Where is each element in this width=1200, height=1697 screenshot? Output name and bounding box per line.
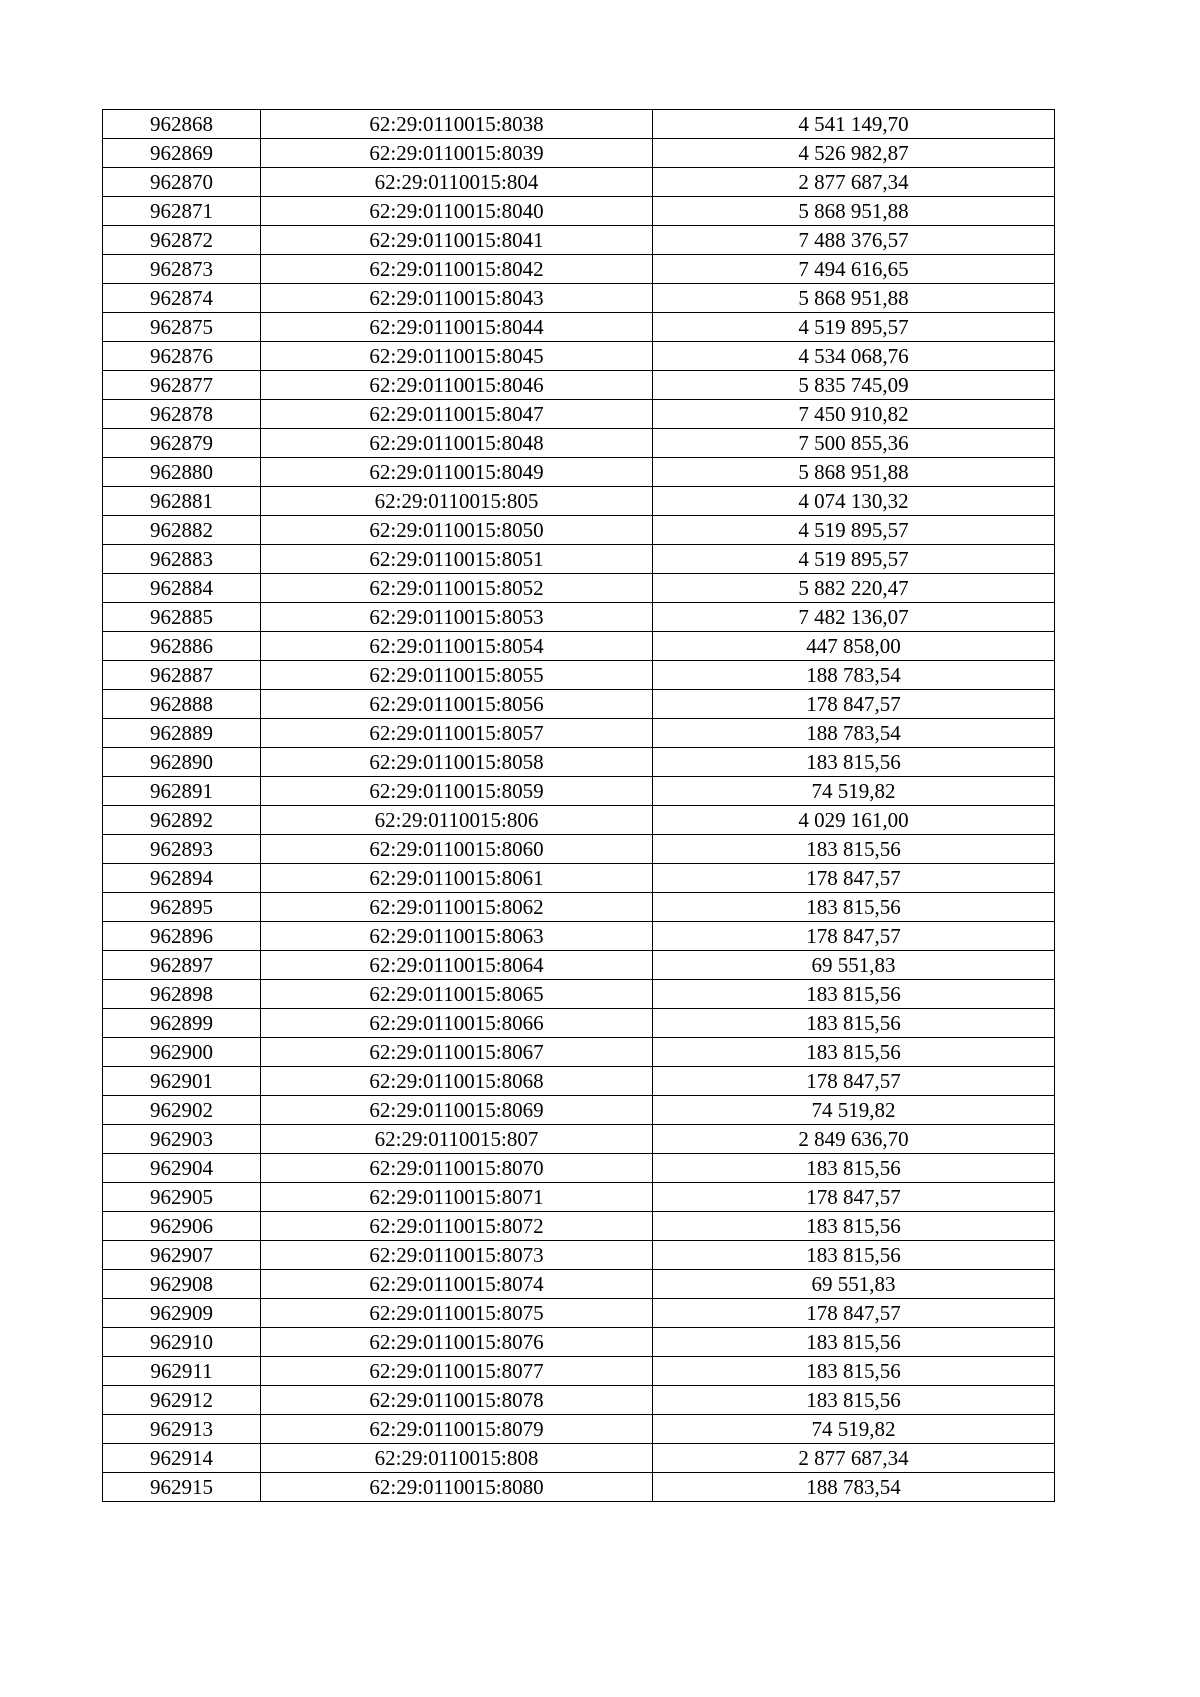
cadastral-number-cell: 62:29:0110015:8076 [261, 1328, 653, 1357]
cadastral-number-cell: 62:29:0110015:8067 [261, 1038, 653, 1067]
table-row [103, 284, 1055, 313]
cadastral-number-cell: 62:29:0110015:8055 [261, 661, 653, 690]
cadastral-number-cell: 62:29:0110015:8074 [261, 1270, 653, 1299]
cadastral-number-cell: 62:29:0110015:8049 [261, 458, 653, 487]
cadastral-value-cell: 178 847,57 [653, 864, 1055, 893]
table-row [103, 1299, 1055, 1328]
row-number-cell: 962897 [103, 951, 261, 980]
cadastral-value-cell: 178 847,57 [653, 1299, 1055, 1328]
cadastral-value-cell: 183 815,56 [653, 1009, 1055, 1038]
row-number-cell: 962888 [103, 690, 261, 719]
row-number-cell: 962911 [103, 1357, 261, 1386]
row-number-cell: 962877 [103, 371, 261, 400]
row-number-cell: 962894 [103, 864, 261, 893]
cadastral-value-cell: 183 815,56 [653, 1241, 1055, 1270]
table-row [103, 893, 1055, 922]
cadastral-value-cell: 4 519 895,57 [653, 516, 1055, 545]
row-number-cell: 962868 [103, 110, 261, 139]
table-row [103, 487, 1055, 516]
row-number-cell: 962907 [103, 1241, 261, 1270]
cadastral-number-cell: 62:29:0110015:808 [261, 1444, 653, 1473]
cadastral-value-cell: 7 488 376,57 [653, 226, 1055, 255]
cadastral-number-cell: 62:29:0110015:8039 [261, 139, 653, 168]
cadastral-value-cell: 5 835 745,09 [653, 371, 1055, 400]
cadastral-number-cell: 62:29:0110015:8077 [261, 1357, 653, 1386]
cadastral-value-cell: 69 551,83 [653, 951, 1055, 980]
cadastral-value-cell: 188 783,54 [653, 719, 1055, 748]
row-number-cell: 962904 [103, 1154, 261, 1183]
table-row [103, 1270, 1055, 1299]
table-row [103, 603, 1055, 632]
cadastral-value-table [102, 109, 1055, 1502]
cadastral-value-cell: 178 847,57 [653, 1067, 1055, 1096]
table-row [103, 1241, 1055, 1270]
cadastral-number-cell: 62:29:0110015:8073 [261, 1241, 653, 1270]
cadastral-number-cell: 62:29:0110015:8054 [261, 632, 653, 661]
row-number-cell: 962883 [103, 545, 261, 574]
cadastral-number-cell: 62:29:0110015:8044 [261, 313, 653, 342]
cadastral-number-cell: 62:29:0110015:8045 [261, 342, 653, 371]
cadastral-value-cell: 188 783,54 [653, 1473, 1055, 1502]
table-row [103, 168, 1055, 197]
cadastral-number-cell: 62:29:0110015:8064 [261, 951, 653, 980]
cadastral-value-cell: 74 519,82 [653, 1415, 1055, 1444]
cadastral-value-cell: 178 847,57 [653, 1183, 1055, 1212]
row-number-cell: 962913 [103, 1415, 261, 1444]
cadastral-value-cell: 4 541 149,70 [653, 110, 1055, 139]
cadastral-number-cell: 62:29:0110015:8043 [261, 284, 653, 313]
row-number-cell: 962876 [103, 342, 261, 371]
cadastral-number-cell: 62:29:0110015:806 [261, 806, 653, 835]
row-number-cell: 962899 [103, 1009, 261, 1038]
row-number-cell: 962906 [103, 1212, 261, 1241]
cadastral-number-cell: 62:29:0110015:8058 [261, 748, 653, 777]
cadastral-value-cell: 2 877 687,34 [653, 1444, 1055, 1473]
cadastral-value-cell: 7 482 136,07 [653, 603, 1055, 632]
table-row [103, 1125, 1055, 1154]
row-number-cell: 962890 [103, 748, 261, 777]
cadastral-number-cell: 62:29:0110015:8080 [261, 1473, 653, 1502]
row-number-cell: 962895 [103, 893, 261, 922]
row-number-cell: 962901 [103, 1067, 261, 1096]
table-row [103, 110, 1055, 139]
row-number-cell: 962886 [103, 632, 261, 661]
cadastral-value-cell: 183 815,56 [653, 1154, 1055, 1183]
table-row [103, 1067, 1055, 1096]
cadastral-value-cell: 4 074 130,32 [653, 487, 1055, 516]
row-number-cell: 962915 [103, 1473, 261, 1502]
row-number-cell: 962891 [103, 777, 261, 806]
table-row [103, 980, 1055, 1009]
cadastral-number-cell: 62:29:0110015:8078 [261, 1386, 653, 1415]
cadastral-value-cell: 183 815,56 [653, 980, 1055, 1009]
table-body [103, 110, 1055, 1502]
table-row [103, 1183, 1055, 1212]
cadastral-number-cell: 62:29:0110015:8061 [261, 864, 653, 893]
table-row [103, 1328, 1055, 1357]
cadastral-value-cell: 4 526 982,87 [653, 139, 1055, 168]
cadastral-number-cell: 62:29:0110015:8066 [261, 1009, 653, 1038]
cadastral-value-cell: 178 847,57 [653, 922, 1055, 951]
cadastral-value-cell: 178 847,57 [653, 690, 1055, 719]
cadastral-value-cell: 183 815,56 [653, 1386, 1055, 1415]
cadastral-value-cell: 5 868 951,88 [653, 284, 1055, 313]
cadastral-value-cell: 74 519,82 [653, 1096, 1055, 1125]
row-number-cell: 962900 [103, 1038, 261, 1067]
table-row [103, 1096, 1055, 1125]
table-row [103, 806, 1055, 835]
cadastral-value-cell: 7 500 855,36 [653, 429, 1055, 458]
row-number-cell: 962912 [103, 1386, 261, 1415]
row-number-cell: 962914 [103, 1444, 261, 1473]
table-row [103, 1212, 1055, 1241]
cadastral-number-cell: 62:29:0110015:8069 [261, 1096, 653, 1125]
cadastral-value-cell: 4 519 895,57 [653, 545, 1055, 574]
cadastral-value-cell: 183 815,56 [653, 1328, 1055, 1357]
cadastral-value-cell: 74 519,82 [653, 777, 1055, 806]
table-row [103, 1444, 1055, 1473]
row-number-cell: 962885 [103, 603, 261, 632]
cadastral-number-cell: 62:29:0110015:8071 [261, 1183, 653, 1212]
row-number-cell: 962869 [103, 139, 261, 168]
table-row [103, 516, 1055, 545]
cadastral-number-cell: 62:29:0110015:8072 [261, 1212, 653, 1241]
table-row [103, 574, 1055, 603]
table-row [103, 545, 1055, 574]
row-number-cell: 962872 [103, 226, 261, 255]
row-number-cell: 962910 [103, 1328, 261, 1357]
cadastral-number-cell: 62:29:0110015:8038 [261, 110, 653, 139]
cadastral-value-cell: 4 519 895,57 [653, 313, 1055, 342]
cadastral-number-cell: 62:29:0110015:8047 [261, 400, 653, 429]
table-row [103, 1154, 1055, 1183]
row-number-cell: 962879 [103, 429, 261, 458]
cadastral-value-cell: 5 882 220,47 [653, 574, 1055, 603]
cadastral-number-cell: 62:29:0110015:8051 [261, 545, 653, 574]
table-row [103, 922, 1055, 951]
cadastral-number-cell: 62:29:0110015:8050 [261, 516, 653, 545]
cadastral-number-cell: 62:29:0110015:8053 [261, 603, 653, 632]
cadastral-value-cell: 183 815,56 [653, 748, 1055, 777]
row-number-cell: 962871 [103, 197, 261, 226]
cadastral-value-cell: 7 494 616,65 [653, 255, 1055, 284]
table-row [103, 313, 1055, 342]
table-row [103, 400, 1055, 429]
cadastral-value-cell: 4 534 068,76 [653, 342, 1055, 371]
table-row [103, 1386, 1055, 1415]
table-row [103, 226, 1055, 255]
cadastral-number-cell: 62:29:0110015:8056 [261, 690, 653, 719]
row-number-cell: 962873 [103, 255, 261, 284]
cadastral-number-cell: 62:29:0110015:8062 [261, 893, 653, 922]
cadastral-number-cell: 62:29:0110015:8060 [261, 835, 653, 864]
table-row [103, 632, 1055, 661]
row-number-cell: 962893 [103, 835, 261, 864]
cadastral-number-cell: 62:29:0110015:804 [261, 168, 653, 197]
row-number-cell: 962878 [103, 400, 261, 429]
table-row [103, 661, 1055, 690]
row-number-cell: 962887 [103, 661, 261, 690]
row-number-cell: 962902 [103, 1096, 261, 1125]
cadastral-value-cell: 183 815,56 [653, 1357, 1055, 1386]
table-row [103, 951, 1055, 980]
cadastral-number-cell: 62:29:0110015:8042 [261, 255, 653, 284]
cadastral-number-cell: 62:29:0110015:8079 [261, 1415, 653, 1444]
table-row [103, 342, 1055, 371]
row-number-cell: 962896 [103, 922, 261, 951]
cadastral-number-cell: 62:29:0110015:8065 [261, 980, 653, 1009]
row-number-cell: 962874 [103, 284, 261, 313]
cadastral-value-cell: 183 815,56 [653, 1038, 1055, 1067]
cadastral-value-cell: 5 868 951,88 [653, 458, 1055, 487]
cadastral-number-cell: 62:29:0110015:8040 [261, 197, 653, 226]
cadastral-value-cell: 183 815,56 [653, 835, 1055, 864]
cadastral-value-cell: 447 858,00 [653, 632, 1055, 661]
table-row [103, 1357, 1055, 1386]
cadastral-number-cell: 62:29:0110015:8052 [261, 574, 653, 603]
row-number-cell: 962875 [103, 313, 261, 342]
cadastral-number-cell: 62:29:0110015:8059 [261, 777, 653, 806]
table-row [103, 719, 1055, 748]
row-number-cell: 962898 [103, 980, 261, 1009]
row-number-cell: 962892 [103, 806, 261, 835]
row-number-cell: 962905 [103, 1183, 261, 1212]
cadastral-number-cell: 62:29:0110015:805 [261, 487, 653, 516]
cadastral-value-cell: 7 450 910,82 [653, 400, 1055, 429]
table-row [103, 690, 1055, 719]
table-row [103, 255, 1055, 284]
cadastral-value-cell: 188 783,54 [653, 661, 1055, 690]
table-row [103, 1473, 1055, 1502]
table-row [103, 139, 1055, 168]
row-number-cell: 962884 [103, 574, 261, 603]
row-number-cell: 962908 [103, 1270, 261, 1299]
row-number-cell: 962903 [103, 1125, 261, 1154]
cadastral-number-cell: 62:29:0110015:8063 [261, 922, 653, 951]
row-number-cell: 962889 [103, 719, 261, 748]
cadastral-number-cell: 62:29:0110015:8075 [261, 1299, 653, 1328]
row-number-cell: 962880 [103, 458, 261, 487]
table-row [103, 748, 1055, 777]
cadastral-value-cell: 183 815,56 [653, 1212, 1055, 1241]
cadastral-number-cell: 62:29:0110015:8068 [261, 1067, 653, 1096]
table-row [103, 1009, 1055, 1038]
cadastral-number-cell: 62:29:0110015:8041 [261, 226, 653, 255]
cadastral-number-cell: 62:29:0110015:8046 [261, 371, 653, 400]
table-row [103, 1415, 1055, 1444]
cadastral-number-cell: 62:29:0110015:8057 [261, 719, 653, 748]
cadastral-value-cell: 69 551,83 [653, 1270, 1055, 1299]
row-number-cell: 962909 [103, 1299, 261, 1328]
cadastral-value-cell: 2 849 636,70 [653, 1125, 1055, 1154]
row-number-cell: 962881 [103, 487, 261, 516]
cadastral-value-cell: 5 868 951,88 [653, 197, 1055, 226]
row-number-cell: 962882 [103, 516, 261, 545]
table-row [103, 458, 1055, 487]
table-row [103, 371, 1055, 400]
row-number-cell: 962870 [103, 168, 261, 197]
table-row [103, 777, 1055, 806]
table-row [103, 197, 1055, 226]
cadastral-number-cell: 62:29:0110015:8070 [261, 1154, 653, 1183]
table-row [103, 864, 1055, 893]
cadastral-value-cell: 4 029 161,00 [653, 806, 1055, 835]
table-row [103, 835, 1055, 864]
cadastral-number-cell: 62:29:0110015:807 [261, 1125, 653, 1154]
cadastral-value-cell: 2 877 687,34 [653, 168, 1055, 197]
table-row [103, 429, 1055, 458]
cadastral-number-cell: 62:29:0110015:8048 [261, 429, 653, 458]
table-row [103, 1038, 1055, 1067]
cadastral-value-cell: 183 815,56 [653, 893, 1055, 922]
